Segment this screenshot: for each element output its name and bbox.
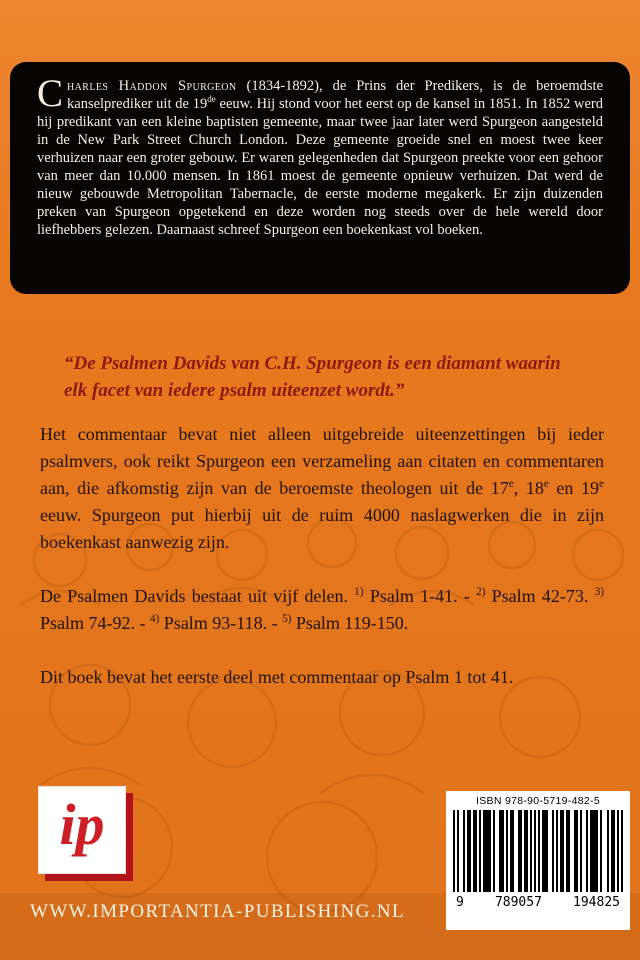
text-fragment: Het commentaar bevat niet alleen uitgebreide uiteenzettingen bij ieder psalmvers, ook reikt Spurgeon een verzameling aan citaten en commentaren aan, die afkomstig zijn van de beroemste theologen uit de 17 [40,424,604,498]
blurb-paragraph-1 [40,421,604,556]
isbn-label: ISBN 978-90-5719-482-5 [476,795,600,807]
text-fragment: Psalm 119-150. [291,613,409,633]
dropcap-letter: C [37,72,64,115]
barcode-digits [453,892,623,910]
text-fragment: Psalm 74-92. - [40,613,150,633]
text-fragment: eeuw. Spurgeon put hierbij uit de ruim 4000 naslagwerken die in zijn boekenkast aanwezig zijn. [40,505,604,552]
author-bio-text [37,72,604,239]
author-bio-panel [10,62,630,294]
superscript: 5) [282,613,292,625]
barcode-digit-group: 789057 [494,895,542,910]
superscript: e [599,478,604,490]
blurb-text [40,421,604,718]
barcode-digit-group: 9 [456,895,464,910]
barcode-digit-group: 194825 [573,895,620,910]
superscript: 4) [150,613,160,625]
text-fragment: en 19 [548,478,600,498]
text-fragment: Psalm 93-118. - [159,613,283,633]
superscript: 2) [476,586,486,598]
author-name: harles Haddon Spurgeon [67,78,237,94]
superscript: de [207,94,216,105]
barcode-bars [453,810,623,892]
text-fragment: , 18 [513,478,544,498]
text-fragment: De Psalmen Davids bestaat uit vijf delen. [40,586,355,606]
barcode-block [446,791,630,930]
text-fragment: Psalm 42-73. [485,586,595,606]
text-fragment: eeuw. Hij stond voor het eerst op de kansel in 1851. In 1852 werd hij predikant van een kleine baptisten gemeente, maar twee jaar later werd Spurgeon aangesteld in de New Park Street Church London. Deze gemeente groeide snel en moest twee keer verhuizen naar een groter gebouw. Er waren gelegenheden dat Spurgeon preekte voor een gehoor van meer dan 10.000 mensen. In 1861 moest de gemeente opnieuw verhuizen. Dat werd de nieuw gebouwde Metropolitan Tabernacle, de eerste moderne megakerk. Er zijn duizenden preken van Spurgeon opgetekend en deze worden nog steeds over de hele wereld door liefhebbers gelezen. Daarnaast schreef Spurgeon een boekenkast vol boeken. [37,96,604,238]
publisher-url: WWW.IMPORTANTIA-PUBLISHING.NL [30,901,405,922]
publisher-logo-text: ip [59,792,105,857]
superscript: 3) [594,586,604,598]
publisher-logo [38,786,126,874]
text-fragment: Psalm 1-41. - [363,586,477,606]
blurb-paragraph-3: Dit boek bevat het eerste deel met commentaar op Psalm 1 tot 41. [40,667,514,687]
text-fragment: (1834-1892), de Prins der Predikers, is de beroemdste kanselprediker uit de 19 [67,78,604,112]
pull-quote: “De Psalmen Davids van C.H. Spurgeon is een diamant waarin elk facet van iedere psalm uiteenzet wordt.” [64,353,561,401]
superscript: e [543,478,549,490]
superscript: 1) [354,586,364,598]
blurb-paragraph-2 [40,583,604,637]
superscript: e [508,478,514,490]
